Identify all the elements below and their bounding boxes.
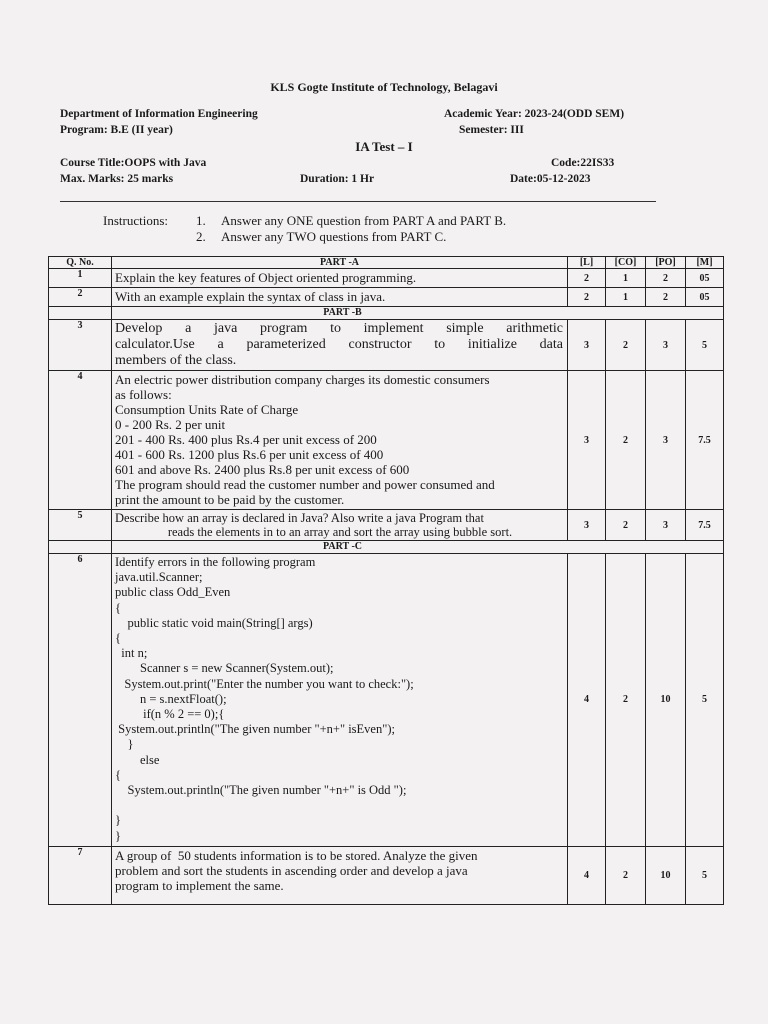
question-line: The program should read the customer number and power consumed and [115,477,495,492]
instruction-text: Answer any ONE question from PART A and PART B. [221,213,507,228]
code-line: n = s.nextFloat(); [115,691,227,706]
question-number: 6 [49,554,112,847]
instruction-text: Answer any TWO questions from PART C. [221,229,447,244]
question-line: print the amount to be paid by the customer. [115,492,345,507]
marks: 7.5 [686,510,724,541]
question-text [112,846,568,904]
table-row [49,554,724,847]
level: 4 [568,554,606,847]
question-line: Develop a java program to implement simple arithmetic [115,321,563,336]
question-table [48,256,724,905]
level: 2 [568,269,606,288]
section-row [49,541,724,554]
co: 1 [606,269,646,288]
co: 2 [606,510,646,541]
code-line: } [115,828,121,843]
part-b-heading: PART -B [112,307,724,320]
co: 1 [606,288,646,307]
semester: Semester: III [459,124,524,136]
table-row [49,371,724,510]
question-line: members of the class. [115,353,237,368]
co: 2 [606,371,646,510]
level: 3 [568,510,606,541]
question-text [112,320,568,371]
code-line: { [115,600,121,615]
question-number: 1 [49,269,112,288]
section-row [49,307,724,320]
question-text [112,554,568,847]
code-line: Identify errors in the following program [115,555,316,569]
level: 2 [568,288,606,307]
marks: 5 [686,846,724,904]
marks: 5 [686,554,724,847]
question-number: 5 [49,510,112,541]
table-row [49,288,724,307]
question-text [112,371,568,510]
part-c-heading: PART -C [112,541,724,554]
co: 2 [606,846,646,904]
question-line: calculator.Use a parameterized constructor to initialize data [115,337,563,352]
question-text: With an example explain the syntax of class in java. [112,288,568,307]
header-level: [L] [568,257,606,269]
code-line: { [115,631,121,646]
code-line: System.out.print("Enter the number you want to check:"); [115,676,414,691]
code-line: System.out.println("The given number "+n+" is Odd "); [115,783,407,798]
question-number: 3 [49,320,112,371]
max-marks: Max. Marks: 25 marks [60,173,174,185]
code-line: } [115,737,134,752]
marks: 7.5 [686,371,724,510]
code-line: { [115,767,121,782]
table-row [49,269,724,288]
code-line: java.util.Scanner; [115,570,203,585]
question-text: Explain the key features of Object oriented programming. [112,269,568,288]
program: Program: B.E (II year) [60,124,173,136]
code-line: else [115,752,160,767]
co: 2 [606,554,646,847]
table-header-row [49,257,724,269]
question-line: program to implement the same. [115,877,284,893]
question-line: Consumption Units Rate of Charge [115,402,299,417]
po: 2 [646,288,686,307]
level: 3 [568,320,606,371]
level: 3 [568,371,606,510]
question-line: 601 and above Rs. 2400 plus Rs.8 per unit excess of 600 [115,462,410,477]
code-line [115,798,565,813]
level: 4 [568,846,606,904]
department: Department of Information Engineering [60,108,258,120]
po: 3 [646,510,686,541]
question-number: 4 [49,371,112,510]
question-line: 0 - 200 Rs. 2 per unit [115,417,226,432]
header-marks: [M] [686,257,724,269]
po: 2 [646,269,686,288]
code-line: System.out.println("The given number "+n+" isEven"); [115,722,395,737]
instruction-number: 2. [196,229,206,244]
marks: 05 [686,269,724,288]
question-text [112,510,568,541]
question-number: 2 [49,288,112,307]
header-divider [60,201,656,202]
code-line: public class Odd_Even [115,585,231,600]
marks: 5 [686,320,724,371]
exam-date: Date:05-12-2023 [510,173,591,185]
instruction-number: 1. [196,213,206,228]
instructions-label: Instructions: [103,213,168,228]
course-code: Code:22IS33 [551,157,615,169]
question-line: as follows: [115,387,172,402]
course-title: Course Title:OOPS with Java [60,157,207,169]
code-line: } [115,813,121,828]
question-line: 401 - 600 Rs. 1200 plus Rs.6 per unit excess of 400 [115,447,384,462]
question-line: Describe how an array is declared in Java? Also write a java Program that [115,511,484,525]
po: 3 [646,320,686,371]
question-number: 7 [49,846,112,904]
academic-year: Academic Year: 2023-24(ODD SEM) [444,108,625,120]
question-line: problem and sort the students in ascending order and develop a java [115,862,468,878]
table-row [49,510,724,541]
header-part-a: PART -A [112,257,568,269]
table-row [49,846,724,904]
header-co: [CO] [606,257,646,269]
question-line: An electric power distribution company charges its domestic consumers [115,372,490,387]
institute-name: KLS Gogte Institute of Technology, Belagavi [270,80,498,94]
question-line: 201 - 400 Rs. 400 plus Rs.4 per unit excess of 200 [115,432,377,447]
po: 10 [646,846,686,904]
code-line: Scanner s = new Scanner(System.out); [115,661,334,676]
code-line: if(n % 2 == 0);{ [115,707,225,722]
code-line: int n; [115,646,148,661]
po: 3 [646,371,686,510]
code-line: public static void main(String[] args) [115,615,313,630]
question-line: reads the elements in to an array and sort the array using bubble sort. [167,525,513,539]
header-po: [PO] [646,257,686,269]
marks: 05 [686,288,724,307]
header-qno: Q. No. [49,257,112,269]
duration: Duration: 1 Hr [300,173,375,185]
question-line: A group of 50 students information is to be stored. Analyze the given [115,847,478,863]
po: 10 [646,554,686,847]
co: 2 [606,320,646,371]
test-title: IA Test – I [355,139,413,154]
table-row [49,320,724,371]
